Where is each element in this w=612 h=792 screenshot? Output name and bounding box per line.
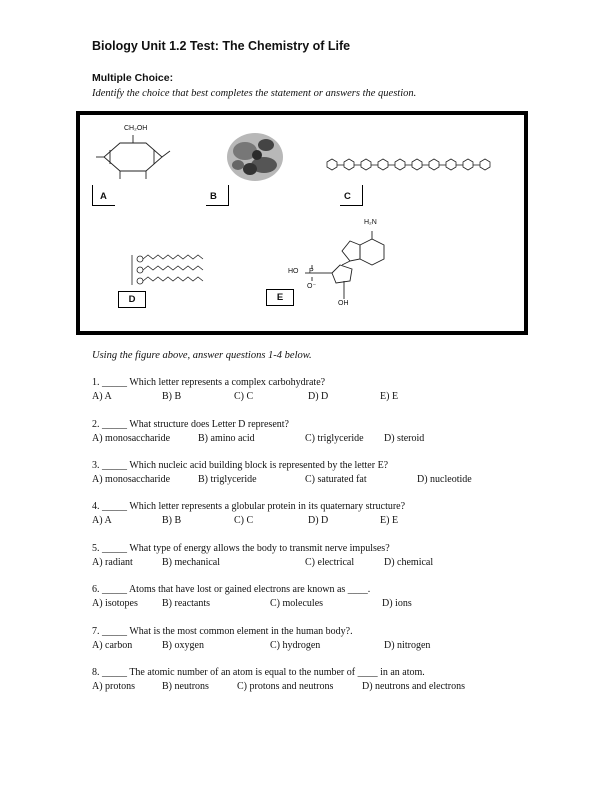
question-number: 5. [92, 543, 102, 554]
answer-option[interactable]: D) steroid [384, 433, 425, 444]
answer-options [92, 557, 434, 571]
oh-label: OH [338, 300, 349, 307]
section-heading: Multiple Choice: [92, 72, 174, 84]
answer-option[interactable]: A) protons [92, 681, 136, 692]
ch2oh-label: CH₂OH [124, 125, 148, 132]
answer-option[interactable]: C) saturated fat [305, 474, 367, 485]
answer-blank[interactable]: _____ [102, 460, 130, 471]
answer-option[interactable]: A) monosaccharide [92, 433, 171, 444]
answer-option[interactable]: C) triglyceride [305, 433, 364, 444]
answer-options [92, 474, 472, 488]
answer-options [92, 598, 412, 612]
answer-option[interactable]: B) B [162, 391, 182, 402]
answer-option[interactable]: D) D [308, 391, 329, 402]
question-number: 3. [92, 460, 102, 471]
glucose-unit [412, 159, 422, 170]
question-3 [92, 460, 472, 488]
protein-structure [227, 133, 283, 181]
question-stem [92, 460, 388, 474]
question-1 [92, 377, 399, 405]
answer-option[interactable]: E) E [380, 391, 399, 402]
answer-blank[interactable]: _____ [102, 501, 130, 512]
page-title: Biology Unit 1.2 Test: The Chemistry of Life [92, 39, 351, 53]
answer-option[interactable]: C) hydrogen [270, 640, 321, 651]
label-e: E [266, 289, 294, 306]
o-minus-label: O⁻ [307, 283, 317, 290]
answer-blank[interactable]: _____ [102, 667, 130, 678]
ho-label: HO [288, 268, 299, 275]
answer-option[interactable]: A) isotopes [92, 598, 138, 609]
question-number: 1. [92, 377, 102, 388]
question-text: Which letter represents a complex carbohydrate? [129, 377, 326, 388]
answer-option[interactable]: B) B [162, 515, 182, 526]
answer-blank[interactable]: _____ [102, 626, 130, 637]
question-7 [92, 626, 431, 654]
answer-blank[interactable]: _____ [102, 543, 130, 554]
answer-option[interactable]: A) A [92, 391, 112, 402]
question-stem [92, 626, 353, 640]
question-stem [92, 419, 289, 433]
answer-option[interactable]: D) D [308, 515, 329, 526]
glucose-unit [446, 159, 456, 170]
question-8 [92, 667, 466, 695]
answer-option[interactable]: A) monosaccharide [92, 474, 171, 485]
answer-option[interactable]: C) molecules [270, 598, 324, 609]
answer-option[interactable]: C) C [234, 391, 254, 402]
glucose-unit [429, 159, 439, 170]
label-b: B [210, 191, 217, 202]
glucose-unit [344, 159, 354, 170]
answer-option[interactable]: B) oxygen [162, 640, 204, 651]
answer-option[interactable]: D) chemical [384, 557, 434, 568]
answer-option[interactable]: A) A [92, 515, 112, 526]
figure-panel [76, 111, 528, 335]
glucose-unit [480, 159, 490, 170]
answer-option[interactable]: D) neutrons and electrons [362, 681, 466, 692]
answer-options [92, 681, 466, 695]
question-number: 6. [92, 584, 102, 595]
question-text: What type of energy allows the body to transmit nerve impulses? [129, 543, 390, 554]
nucleotide-structure [305, 231, 384, 299]
answer-options [92, 515, 405, 529]
glucose-unit [463, 159, 473, 170]
answer-option[interactable]: B) reactants [162, 598, 211, 609]
h2n-label: H₂N [364, 219, 377, 226]
glucose-unit [378, 159, 388, 170]
answer-blank[interactable]: _____ [102, 419, 130, 430]
answer-blank[interactable]: _____ [102, 584, 129, 595]
question-text: The atomic number of an atom is equal to the number of ____ in an atom. [129, 667, 425, 678]
question-stem [92, 501, 405, 515]
glucose-unit [327, 159, 337, 170]
instructions: Identify the choice that best completes the statement or answers the question. [92, 88, 417, 99]
question-5 [92, 543, 434, 571]
question-number: 2. [92, 419, 102, 430]
question-stem [92, 543, 390, 557]
polysaccharide-chain [327, 159, 490, 170]
question-text: Which letter represents a globular protein in its quaternary structure? [129, 501, 406, 512]
glucose-unit [395, 159, 405, 170]
answer-option[interactable]: B) triglyceride [198, 474, 257, 485]
answer-option[interactable]: D) nitrogen [384, 640, 431, 651]
figure-drawings [80, 115, 524, 331]
glucose-structure [96, 135, 170, 179]
glucose-unit [361, 159, 371, 170]
answer-option[interactable]: C) electrical [305, 557, 355, 568]
answer-option[interactable]: D) ions [382, 598, 412, 609]
answer-option[interactable]: B) neutrons [162, 681, 209, 692]
question-stem [92, 584, 370, 598]
answer-option[interactable]: D) nucleotide [417, 474, 472, 485]
question-stem [92, 667, 425, 681]
answer-option[interactable]: C) C [234, 515, 254, 526]
answer-option[interactable]: B) mechanical [162, 557, 221, 568]
phosphorus-label: P [309, 268, 314, 275]
label-a: A [100, 191, 107, 202]
question-number: 8. [92, 667, 102, 678]
question-4 [92, 501, 405, 529]
answer-option[interactable]: E) E [380, 515, 399, 526]
question-text: What structure does Letter D represent? [129, 419, 289, 430]
question-number: 7. [92, 626, 102, 637]
question-6 [92, 584, 412, 612]
answer-option[interactable]: C) protons and neutrons [237, 681, 334, 692]
question-text: Atoms that have lost or gained electrons are known as ____. [128, 584, 371, 595]
answer-option[interactable]: B) amino acid [198, 433, 255, 444]
figure-instruction: Using the figure above, answer questions 1-4 below. [92, 350, 312, 361]
triglyceride-structure [132, 255, 203, 285]
answer-options [92, 391, 399, 405]
question-stem [92, 377, 325, 391]
question-number: 4. [92, 501, 102, 512]
label-c: C [344, 191, 351, 202]
answer-options [92, 640, 431, 654]
label-d: D [118, 291, 146, 308]
question-2 [92, 419, 425, 447]
question-text: Which nucleic acid building block is represented by the letter E? [129, 460, 389, 471]
answer-options [92, 433, 425, 447]
answer-option[interactable]: A) radiant [92, 557, 133, 568]
question-text: What is the most common element in the human body?. [129, 626, 353, 637]
answer-blank[interactable]: _____ [102, 377, 130, 388]
answer-option[interactable]: A) carbon [92, 640, 133, 651]
